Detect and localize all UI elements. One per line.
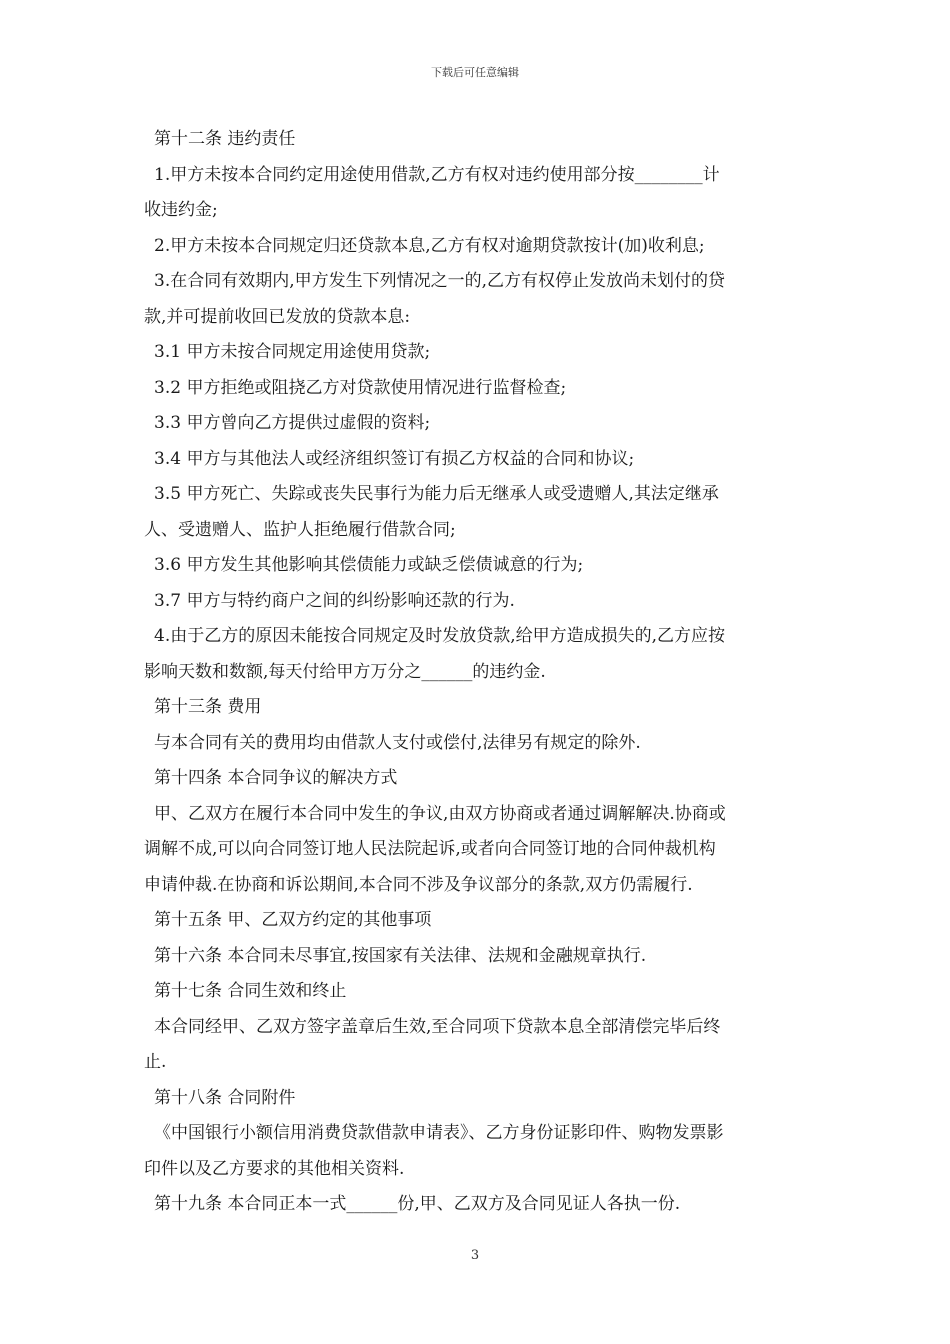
text-line: 第十三条 费用 bbox=[154, 697, 262, 717]
text-line: 甲、乙双方在履行本合同中发生的争议,由双方协商或者通过调解解决.协商或 bbox=[154, 803, 726, 824]
text-line: 第十七条 合同生效和终止 bbox=[154, 981, 347, 1001]
text-line: 4.由于乙方的原因未能按合同规定及时发放贷款,给甲方造成损失的,乙方应按 bbox=[154, 626, 726, 646]
document-body bbox=[144, 122, 806, 1223]
text-line: 第十五条 甲、乙双方约定的其他事项 bbox=[154, 910, 432, 930]
text-line: 第十八条 合同附件 bbox=[154, 1087, 296, 1108]
text-line: 收违约金; bbox=[144, 200, 218, 220]
text-line: 影响天数和数额,每天付给甲方万分之______的违约金. bbox=[144, 661, 546, 682]
text-line: 人、受遗赠人、监护人拒绝履行借款合同; bbox=[144, 519, 456, 540]
text-line: 第十二条 违约责任 bbox=[154, 129, 296, 149]
text-line: 3.2 甲方拒绝或阻挠乙方对贷款使用情况进行监督检查; bbox=[154, 377, 567, 398]
text-line: 3.4 甲方与其他法人或经济组织签订有损乙方权益的合同和协议; bbox=[154, 448, 635, 469]
page-header: 下载后可任意编辑 bbox=[431, 66, 519, 79]
text-line: 与本合同有关的费用均由借款人支付或偿付,法律另有规定的除外. bbox=[154, 732, 641, 753]
text-line: 3.6 甲方发生其他影响其偿债能力或缺乏偿债诚意的行为; bbox=[154, 555, 584, 575]
page-number: 3 bbox=[470, 1248, 480, 1263]
text-line: 《中国银行小额信用消费贷款借款申请表》、乙方身份证影印件、购物发票影 bbox=[154, 1123, 724, 1143]
text-line: 1.甲方未按本合同约定用途使用借款,乙方有权对违约使用部分按________计 bbox=[154, 164, 720, 185]
text-line: 3.7 甲方与特约商户之间的纠纷影响还款的行为. bbox=[154, 590, 515, 611]
text-line: 第十六条 本合同未尽事宜,按国家有关法律、法规和金融规章执行. bbox=[154, 945, 647, 966]
text-line: 申请仲裁.在协商和诉讼期间,本合同不涉及争议部分的条款,双方仍需履行. bbox=[144, 874, 693, 895]
text-line: 调解不成,可以向合同签订地人民法院起诉,或者向合同签订地的合同仲裁机构 bbox=[144, 839, 716, 859]
text-line: 止. bbox=[144, 1052, 167, 1072]
text-line: 3.3 甲方曾向乙方提供过虚假的资料; bbox=[154, 413, 431, 433]
text-line: 第十四条 本合同争议的解决方式 bbox=[154, 768, 398, 788]
text-line: 印件以及乙方要求的其他相关资料. bbox=[144, 1158, 405, 1179]
text-line: 本合同经甲、乙双方签字盖章后生效,至合同项下贷款本息全部清偿完毕后终 bbox=[154, 1016, 721, 1037]
text-line: 3.在合同有效期内,甲方发生下列情况之一的,乙方有权停止发放尚未划付的贷 bbox=[154, 271, 726, 291]
text-line: 第十九条 本合同正本一式______份,甲、乙双方及合同见证人各执一份. bbox=[154, 1194, 681, 1214]
text-line: 款,并可提前收回已发放的贷款本息: bbox=[144, 306, 411, 327]
text-line: 3.1 甲方未按合同规定用途使用贷款; bbox=[154, 342, 431, 362]
text-line: 3.5 甲方死亡、失踪或丧失民事行为能力后无继承人或受遗赠人,其法定继承 bbox=[154, 484, 719, 504]
text-line: 2.甲方未按本合同规定归还贷款本息,乙方有权对逾期贷款按计(加)收利息; bbox=[154, 235, 705, 256]
